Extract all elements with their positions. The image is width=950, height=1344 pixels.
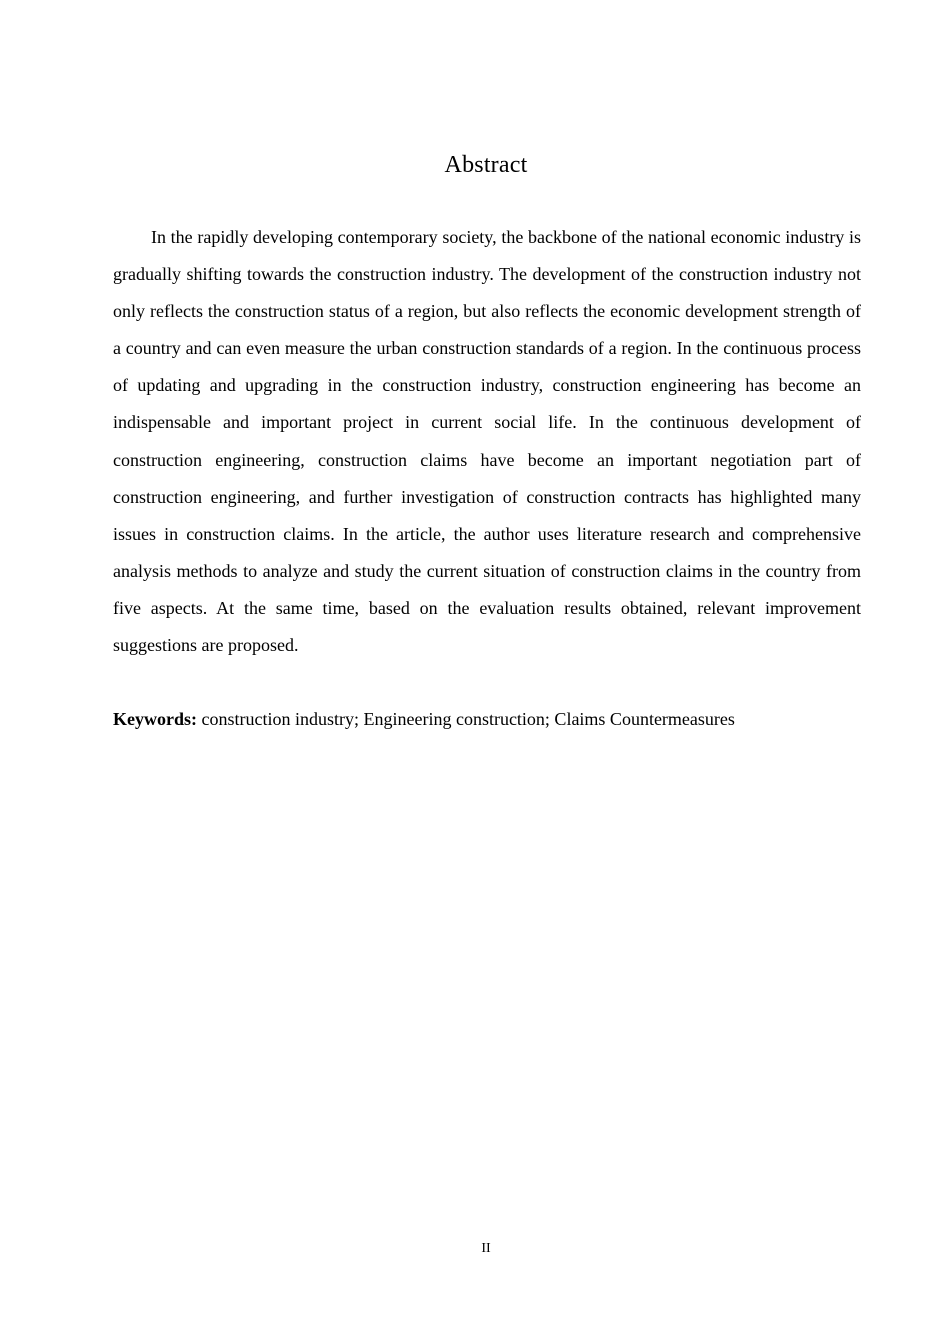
keywords-label: Keywords:: [113, 709, 197, 729]
abstract-body: In the rapidly developing contemporary society, the backbone of the national economic industry is gradually shifting towards the construction industry. The development of the construction industry not only reflects the construction status of a region, but also reflects the economic development strength of a country and can even measure the urban construction standards of a region. In the continuous process of updating and upgrading in the construction industry, construction engineering has become an indispensable and important project in current social life. In the continuous development of construction engineering, construction claims have become an important negotiation part of construction engineering, and further investigation of construction contracts has highlighted many issues in construction claims. In the article, the author uses literature research and comprehensive analysis methods to analyze and study the current situation of construction claims in the country from five aspects. At the same time, based on the evaluation results obtained, relevant improvement suggestions are proposed.: [113, 227, 861, 656]
keywords-text: construction industry; Engineering construction; Claims Countermeasures: [201, 709, 735, 729]
keywords-line: [113, 702, 861, 736]
page-number: II: [481, 1241, 491, 1256]
abstract-title: Abstract: [444, 152, 528, 178]
